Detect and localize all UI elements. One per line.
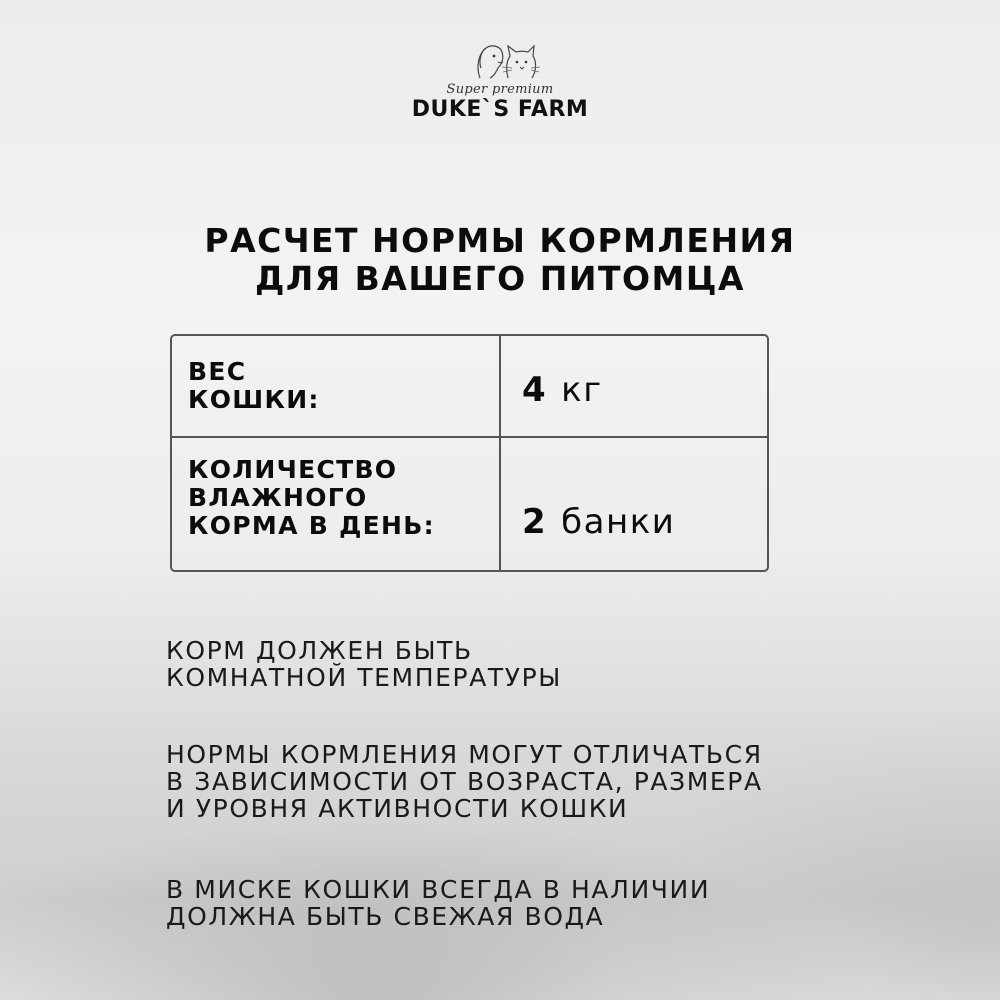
- note-temperature: КОРМ ДОЛЖЕН БЫТЬ КОМНАТНОЙ ТЕМПЕРАТУРЫ: [166, 636, 562, 692]
- portion-unit: банки: [561, 502, 676, 542]
- note-fresh-water: В МИСКЕ КОШКИ ВСЕГДА В НАЛИЧИИ ДОЛЖНА БЫТЬ СВЕЖАЯ ВОДА: [166, 875, 711, 931]
- page-title: [0, 222, 1000, 298]
- portion-label: КОЛИЧЕСТВО ВЛАЖНОГО КОРМА В ДЕНЬ:: [188, 455, 435, 540]
- logo-tagline: Super premium: [446, 82, 554, 97]
- weight-label: ВЕС КОШКИ:: [188, 357, 320, 414]
- note-norms-vary: НОРМЫ КОРМЛЕНИЯ МОГУТ ОТЛИЧАТЬСЯ В ЗАВИСИМОСТИ ОТ ВОЗРАСТА, РАЗМЕРА И УРОВНЯ АКТИВНОСТИ КОШКИ: [166, 740, 763, 823]
- page-title-line-2: ДЛЯ ВАШЕГО ПИТОМЦА: [254, 259, 746, 298]
- feeding-table: [170, 334, 769, 572]
- brand-logo: [390, 38, 610, 138]
- table-row-portion: [172, 438, 767, 572]
- table-row-weight: [172, 336, 767, 438]
- portion-value: [522, 502, 675, 542]
- weight-unit: кг: [561, 370, 603, 410]
- weight-value: [522, 370, 603, 410]
- portion-number: 2: [522, 502, 548, 542]
- dog-and-cat-icon: [450, 38, 550, 82]
- page-title-line-1: РАСЧЕТ НОРМЫ КОРМЛЕНИЯ: [204, 221, 796, 260]
- weight-number: 4: [522, 370, 548, 410]
- logo-brand-name: DUKE`S FARM: [411, 97, 589, 122]
